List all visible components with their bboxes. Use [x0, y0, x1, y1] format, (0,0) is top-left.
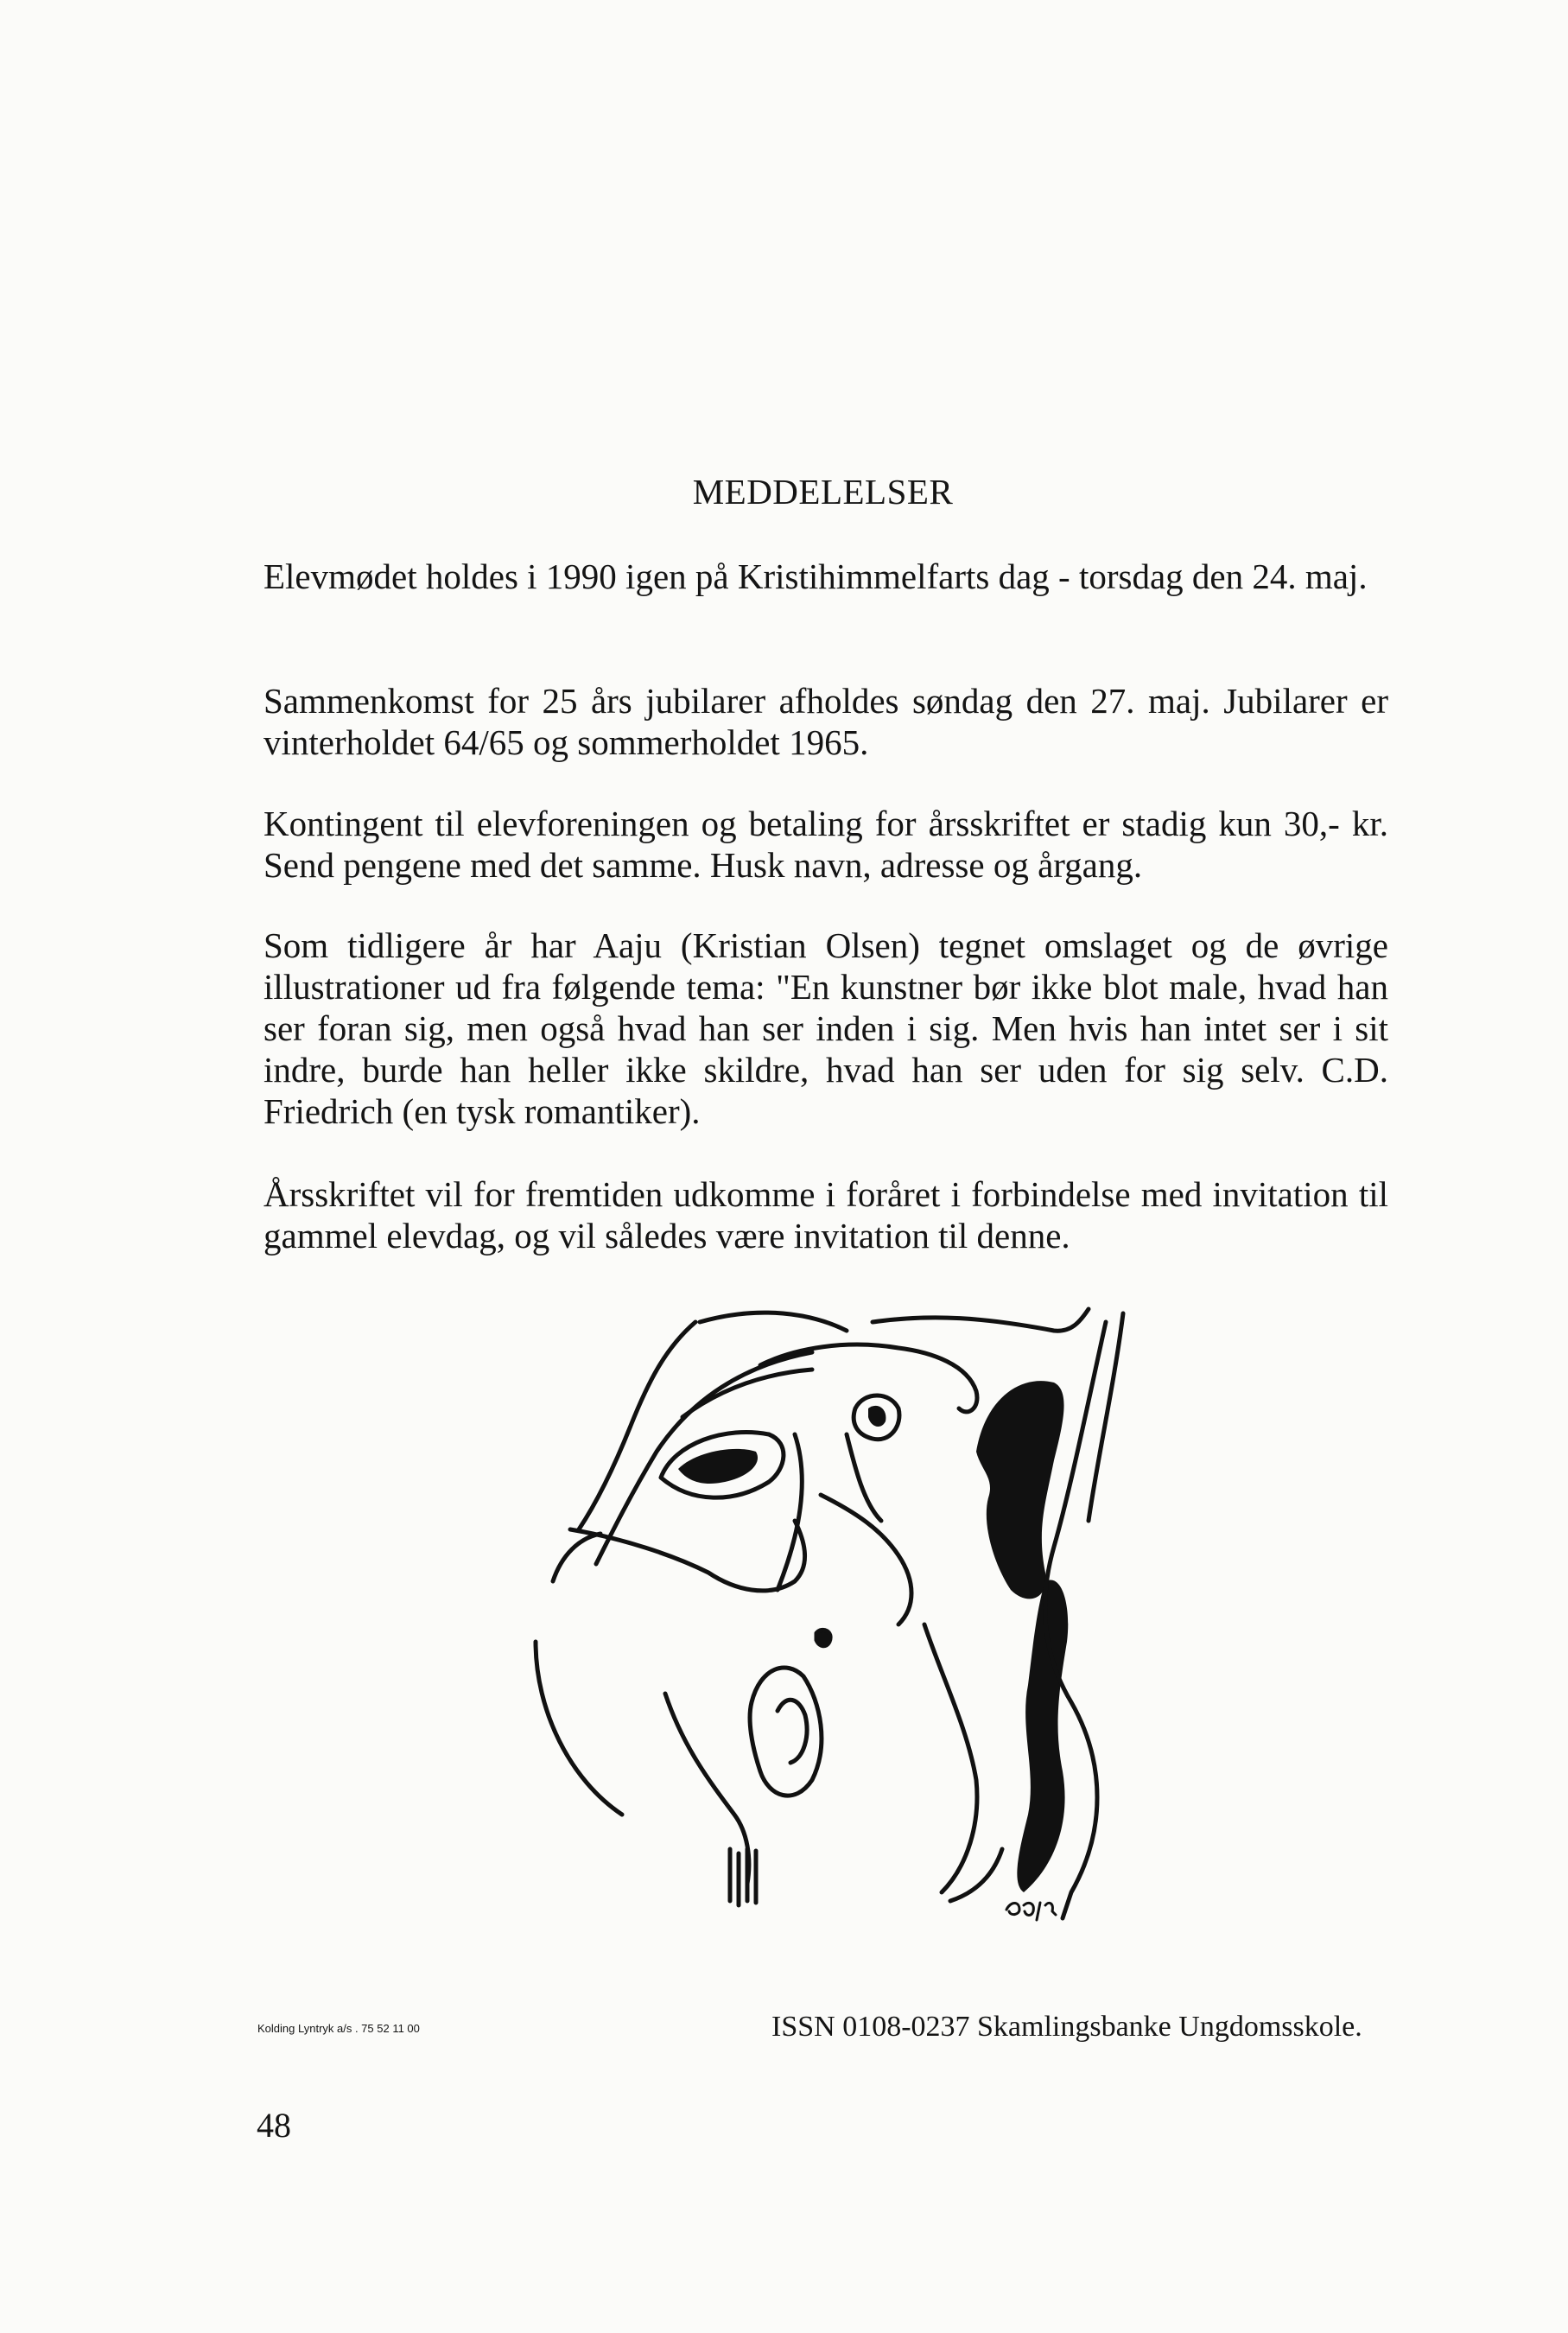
drawing-beard-lines: [730, 1849, 756, 1905]
page-title: MEDDELELSER: [692, 472, 954, 512]
paragraph-text: Elevmødet holdes i 1990 igen på Kristihimmelfarts dag - torsdag den 24. maj.: [263, 556, 1368, 596]
drawing-jaw: [665, 1694, 749, 1884]
drawing-face-line: [847, 1434, 881, 1521]
drawing-jaw: [536, 1642, 622, 1815]
drawing-contour-line: [924, 1624, 977, 1892]
paragraph-jubilee: [263, 680, 1388, 763]
drawing-face-line: [778, 1434, 802, 1590]
drawing-hair-stroke: [873, 1309, 1089, 1331]
paragraph-meeting-date: [263, 556, 1388, 597]
drawing-contour-line: [1089, 1313, 1123, 1521]
drawing-face-line: [553, 1534, 600, 1581]
printer-credit: Kolding Lyntryk a/s . 75 52 11 00: [257, 2022, 420, 2035]
drawing-ink-shape: [1017, 1580, 1068, 1892]
drawing-artist-signature: [1006, 1903, 1056, 1920]
drawing-hair-stroke: [700, 1313, 847, 1331]
drawing-mouth-inner: [778, 1700, 807, 1763]
drawing-eye-right-pupil: [868, 1406, 886, 1427]
drawing-brow-stroke: [682, 1370, 812, 1417]
face-ink-drawing: [449, 1296, 1166, 1927]
paragraph-membership-fee: [263, 803, 1388, 886]
paragraph-text: Sammenkomst for 25 års jubilarer afholdes søndag den 27. maj. Jubilarer er vinterholdet 64/65 og sommerholdet 1965.: [263, 681, 1388, 762]
paragraph-text: Kontingent til elevforeningen og betaling for årsskriftet er stadig kun 30,- kr. Send pengene med det samme. Husk navn, adresse og årgang.: [263, 804, 1388, 885]
paragraph-text: Årsskriftet vil for fremtiden udkomme i foråret i forbindelse med invitation til gammel elevdag, og vil således være invitation til denne.: [263, 1174, 1388, 1255]
drawing-face-line: [570, 1521, 805, 1591]
drawing-mouth: [750, 1668, 822, 1796]
page-number: 48: [257, 2106, 291, 2145]
issn-line: ISSN 0108-0237 Skamlingsbanke Ungdomsskole.: [771, 2011, 1362, 2043]
drawing-face-line: [821, 1495, 911, 1624]
drawing-brow-stroke: [760, 1344, 977, 1412]
drawing-nose: [816, 1630, 830, 1645]
paragraph-illustrations: [263, 925, 1388, 1132]
paragraph-publication: [263, 1173, 1388, 1256]
paragraph-text: Som tidligere år har Aaju (Kristian Olsen) tegnet omslaget og de øvrige illustrationer ud fra følgende tema: "En kunstner bør ikke blot male, hvad han ser foran sig, men også hvad han ser inden i sig. Men hvis han intet ser i sit indre, burde han heller ikke skildre, hvad han ser uden for sig selv. C.D. Friedrich (en tysk romantiker).: [263, 925, 1388, 1131]
drawing-eye-left-pupil: [678, 1449, 758, 1484]
